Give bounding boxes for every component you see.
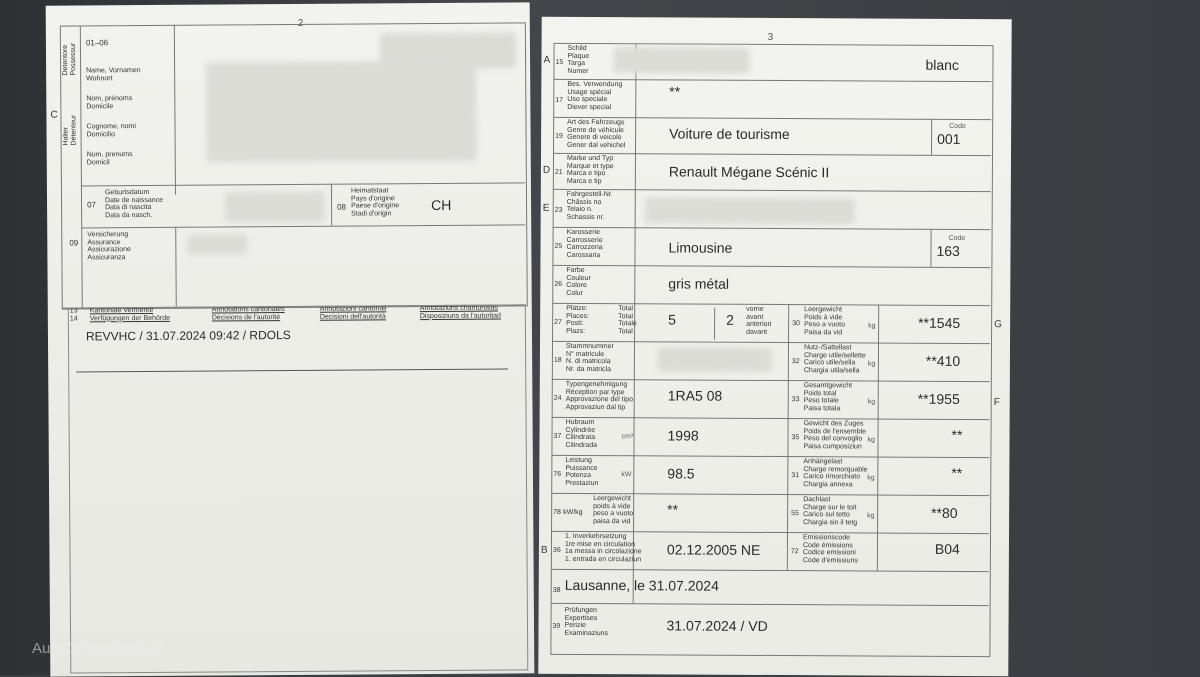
power-value: 98.5: [667, 465, 695, 482]
field-number: 18: [553, 356, 562, 364]
roof-value: **80: [931, 504, 958, 521]
side-letter-c: C: [50, 109, 58, 121]
name-label: Num, prenums Domicil: [86, 151, 133, 166]
redacted-area: [187, 234, 247, 254]
payload-value: **410: [925, 352, 961, 369]
page-number: 2: [297, 17, 304, 29]
side-letter-a: A: [543, 54, 551, 66]
side-letter-d: D: [542, 164, 551, 176]
displacement-label: Hubraum Cylindrée Cilindrata Cilindrada: [565, 418, 598, 449]
field-number: 38: [552, 586, 561, 594]
unit-label: kg: [867, 512, 875, 520]
code-label: Code: [948, 234, 966, 242]
first-reg-value: 02.12.2005 NE: [666, 541, 761, 558]
field-number: 13: [69, 307, 78, 315]
code-label: Code: [949, 122, 966, 130]
usage-label: Bes. Verwendung Usage spécial Uso speciale Diever special: [567, 80, 623, 111]
field-number: 32: [791, 358, 800, 366]
color-value: gris métal: [668, 275, 730, 292]
make-label: Marke und Typ Marque et type Marca e tipo Marca e tip: [566, 154, 614, 185]
divider: [931, 119, 932, 155]
body-value: Limousine: [668, 239, 733, 256]
field-number: 19: [555, 132, 563, 140]
emission-value: B04: [934, 540, 960, 557]
seats-front-value: 2: [726, 311, 734, 328]
unit-label: kg: [867, 474, 875, 482]
color-label: Farbe Couleur Colore Colur: [566, 266, 591, 297]
power-label: Leistung Puissance Potenza Prestaziun: [565, 456, 599, 487]
trailer-label: Anhängelast Charge remorquable Carico rimorchiato Chargia annexa: [803, 458, 868, 488]
unit-label: kg: [867, 436, 875, 444]
payload-label: Nutz-/Sattellast Charge utile/sellette Carico utile/sella Chargia utila/sella: [803, 344, 866, 374]
side-letter-g: G: [994, 319, 1002, 331]
insurance-label: Versicherung Assurance Assicurazione Assicuranza: [87, 231, 131, 261]
displacement-value: 1998: [667, 427, 699, 444]
notes-label-de: Kantonale Vermerke Verfügungen der Behörde: [89, 306, 171, 322]
seats-front-label: vorne avant anteriori davant: [746, 305, 772, 336]
approval-label: Typengenehmigung Réception par type Approvazione del tipo Approvaziun dal tip: [565, 380, 634, 411]
emission-label: Emissionscode Code émissions Codice emissioni Code d'emissiuns: [802, 534, 858, 564]
notes-label-it: Annotazioni cantonali Decisioni dell'autorità: [319, 305, 387, 321]
field-number: 26: [554, 280, 563, 288]
divider: [714, 308, 715, 340]
unit-label: kg: [868, 322, 876, 330]
right-page: [538, 17, 1011, 676]
field-number: 37: [553, 432, 562, 440]
field-number: 17: [555, 96, 564, 104]
note-value: REVVHC / 31.07.2024 09:42 / RDOLS: [85, 327, 291, 344]
first-reg-label: 1. Inverkehrsetzung 1re mise en circulation 1a messa in circolazione 1. entrada en circulaziun: [564, 532, 642, 563]
kind-code: 001: [937, 130, 961, 147]
field-number: 36: [552, 546, 561, 554]
field-number: 35: [791, 434, 800, 442]
seats-total-value: 5: [668, 311, 676, 328]
redacted-area: [225, 192, 325, 223]
notes-label-rm: Annotaziuns chantunalas Disposiziuns da l'autoritad: [419, 304, 501, 320]
name-label: Nom, prénoms Domicile: [86, 95, 133, 110]
origin-label: Heimatstaat Pays d'origine Paese d'origine Stadi d'origin: [350, 187, 400, 218]
redacted-area: [658, 347, 772, 372]
body-label: Karosserie Carrosserie Carrozzeria Carossaria: [566, 228, 603, 259]
vertical-label: Halter Détenteur: [62, 114, 78, 146]
place-value: Lausanne, le 31.07.2024: [564, 576, 719, 594]
unit-label: kg: [867, 360, 876, 368]
field-number: 08: [337, 202, 347, 212]
field-number: 25: [554, 242, 563, 250]
name-label: Name, Vornamen Wohnort: [86, 67, 141, 82]
field-number: 39: [552, 622, 561, 630]
left-page: [46, 2, 535, 676]
notes-frame: [68, 304, 529, 673]
usage-value: **: [669, 83, 681, 100]
inspection-label: Prüfungen Expertises Perizie Examinaziuns: [564, 606, 609, 637]
name-label: Cognome, nomi Domicilio: [86, 123, 136, 138]
field-number: 33: [791, 396, 800, 404]
seats-label: Plätze: Places: Posti: Plazs:: [566, 304, 590, 335]
field-0106: 01–06: [85, 38, 109, 48]
field-number: 27: [554, 318, 562, 326]
kwkg-weight-label: Leergewicht poids à vide peso a vuoto paisa da vid: [593, 495, 634, 525]
field-number: 30: [792, 320, 800, 328]
field-number: 55: [791, 510, 799, 518]
redacted-area: [645, 197, 855, 224]
kwkg-value: **: [667, 501, 679, 518]
matricule-label: Stammnummer N° matricule N. di matricola Nr. da matricla: [565, 342, 614, 373]
field-number: 76: [553, 470, 562, 478]
side-letter-f: F: [993, 397, 1000, 409]
side-letter-b: B: [540, 544, 548, 556]
side-letter-e: E: [542, 202, 550, 214]
page-number: 3: [767, 31, 774, 43]
redacted-area: [613, 47, 749, 74]
field-number: 07: [87, 200, 96, 210]
empty-weight-value: **1545: [918, 314, 961, 331]
unit-label: kW: [621, 471, 632, 479]
plate-label: Schild Plaque Targa Numer: [567, 44, 590, 75]
field-number: 23: [554, 206, 563, 214]
roof-label: Dachlast Charge sur le toit Carico sul tetto Chargia sin il tetg: [803, 496, 858, 526]
total-weight-value: **1955: [917, 390, 960, 407]
inspection-value: 31.07.2024 / VD: [666, 617, 768, 634]
field-number: 15: [555, 58, 564, 66]
field-number: 24: [553, 394, 562, 402]
field-number: 09: [69, 238, 79, 248]
body-code: 163: [936, 242, 960, 259]
trailer-value: **: [951, 464, 963, 481]
total-weight-label: Gesamtgewicht Poids total Peso totale Paisa totala: [803, 382, 853, 412]
field-number: 31: [791, 472, 800, 480]
redacted-area: [206, 61, 477, 163]
birth-label: Geburtsdatum Date de naissance Data di nascita Data da nasch.: [104, 188, 164, 219]
train-weight-label: Gewicht des Zuges Poids de l'ensemble Peso del convoglio Paisa cumposiziun: [803, 420, 867, 450]
field-number: 14: [69, 315, 78, 323]
kind-label: Art des Fahrzeugs Genre de véhicule Genere di veicolo Gener dal vehichel: [567, 118, 626, 149]
field-number: 72: [790, 548, 799, 556]
field-number: 21: [554, 168, 563, 176]
empty-weight-label: Leergewicht Poids à vide Peso a vuoto Paisa da vid: [804, 306, 846, 336]
field-number: 78: [553, 508, 561, 516]
divider: [930, 229, 931, 267]
train-weight-value: **: [951, 426, 963, 443]
unit-label: cm³: [621, 433, 634, 441]
unit-label: kg: [867, 398, 876, 406]
make-value: Renault Mégane Scénic II: [668, 163, 830, 181]
notes-label-fr: Annotations cantonales Décisions de l'autorité: [211, 306, 285, 322]
vin-label: Fahrgestell-Nr. Châssis no Telaio n. Schassis nr.: [566, 190, 613, 221]
origin-value: CH: [431, 196, 452, 214]
vertical-label: Detentore Possessur: [61, 42, 77, 76]
plate-value: blanc: [925, 56, 959, 73]
kwkg-label: kW/kg: [563, 508, 583, 516]
kind-value: Voiture de tourisme: [669, 125, 790, 143]
approval-value: 1RA5 08: [667, 387, 723, 404]
seats-total-label: Total Total Totale Total: [618, 305, 637, 335]
watermark: AutaZeSzwajcarii.pl: [32, 640, 164, 657]
